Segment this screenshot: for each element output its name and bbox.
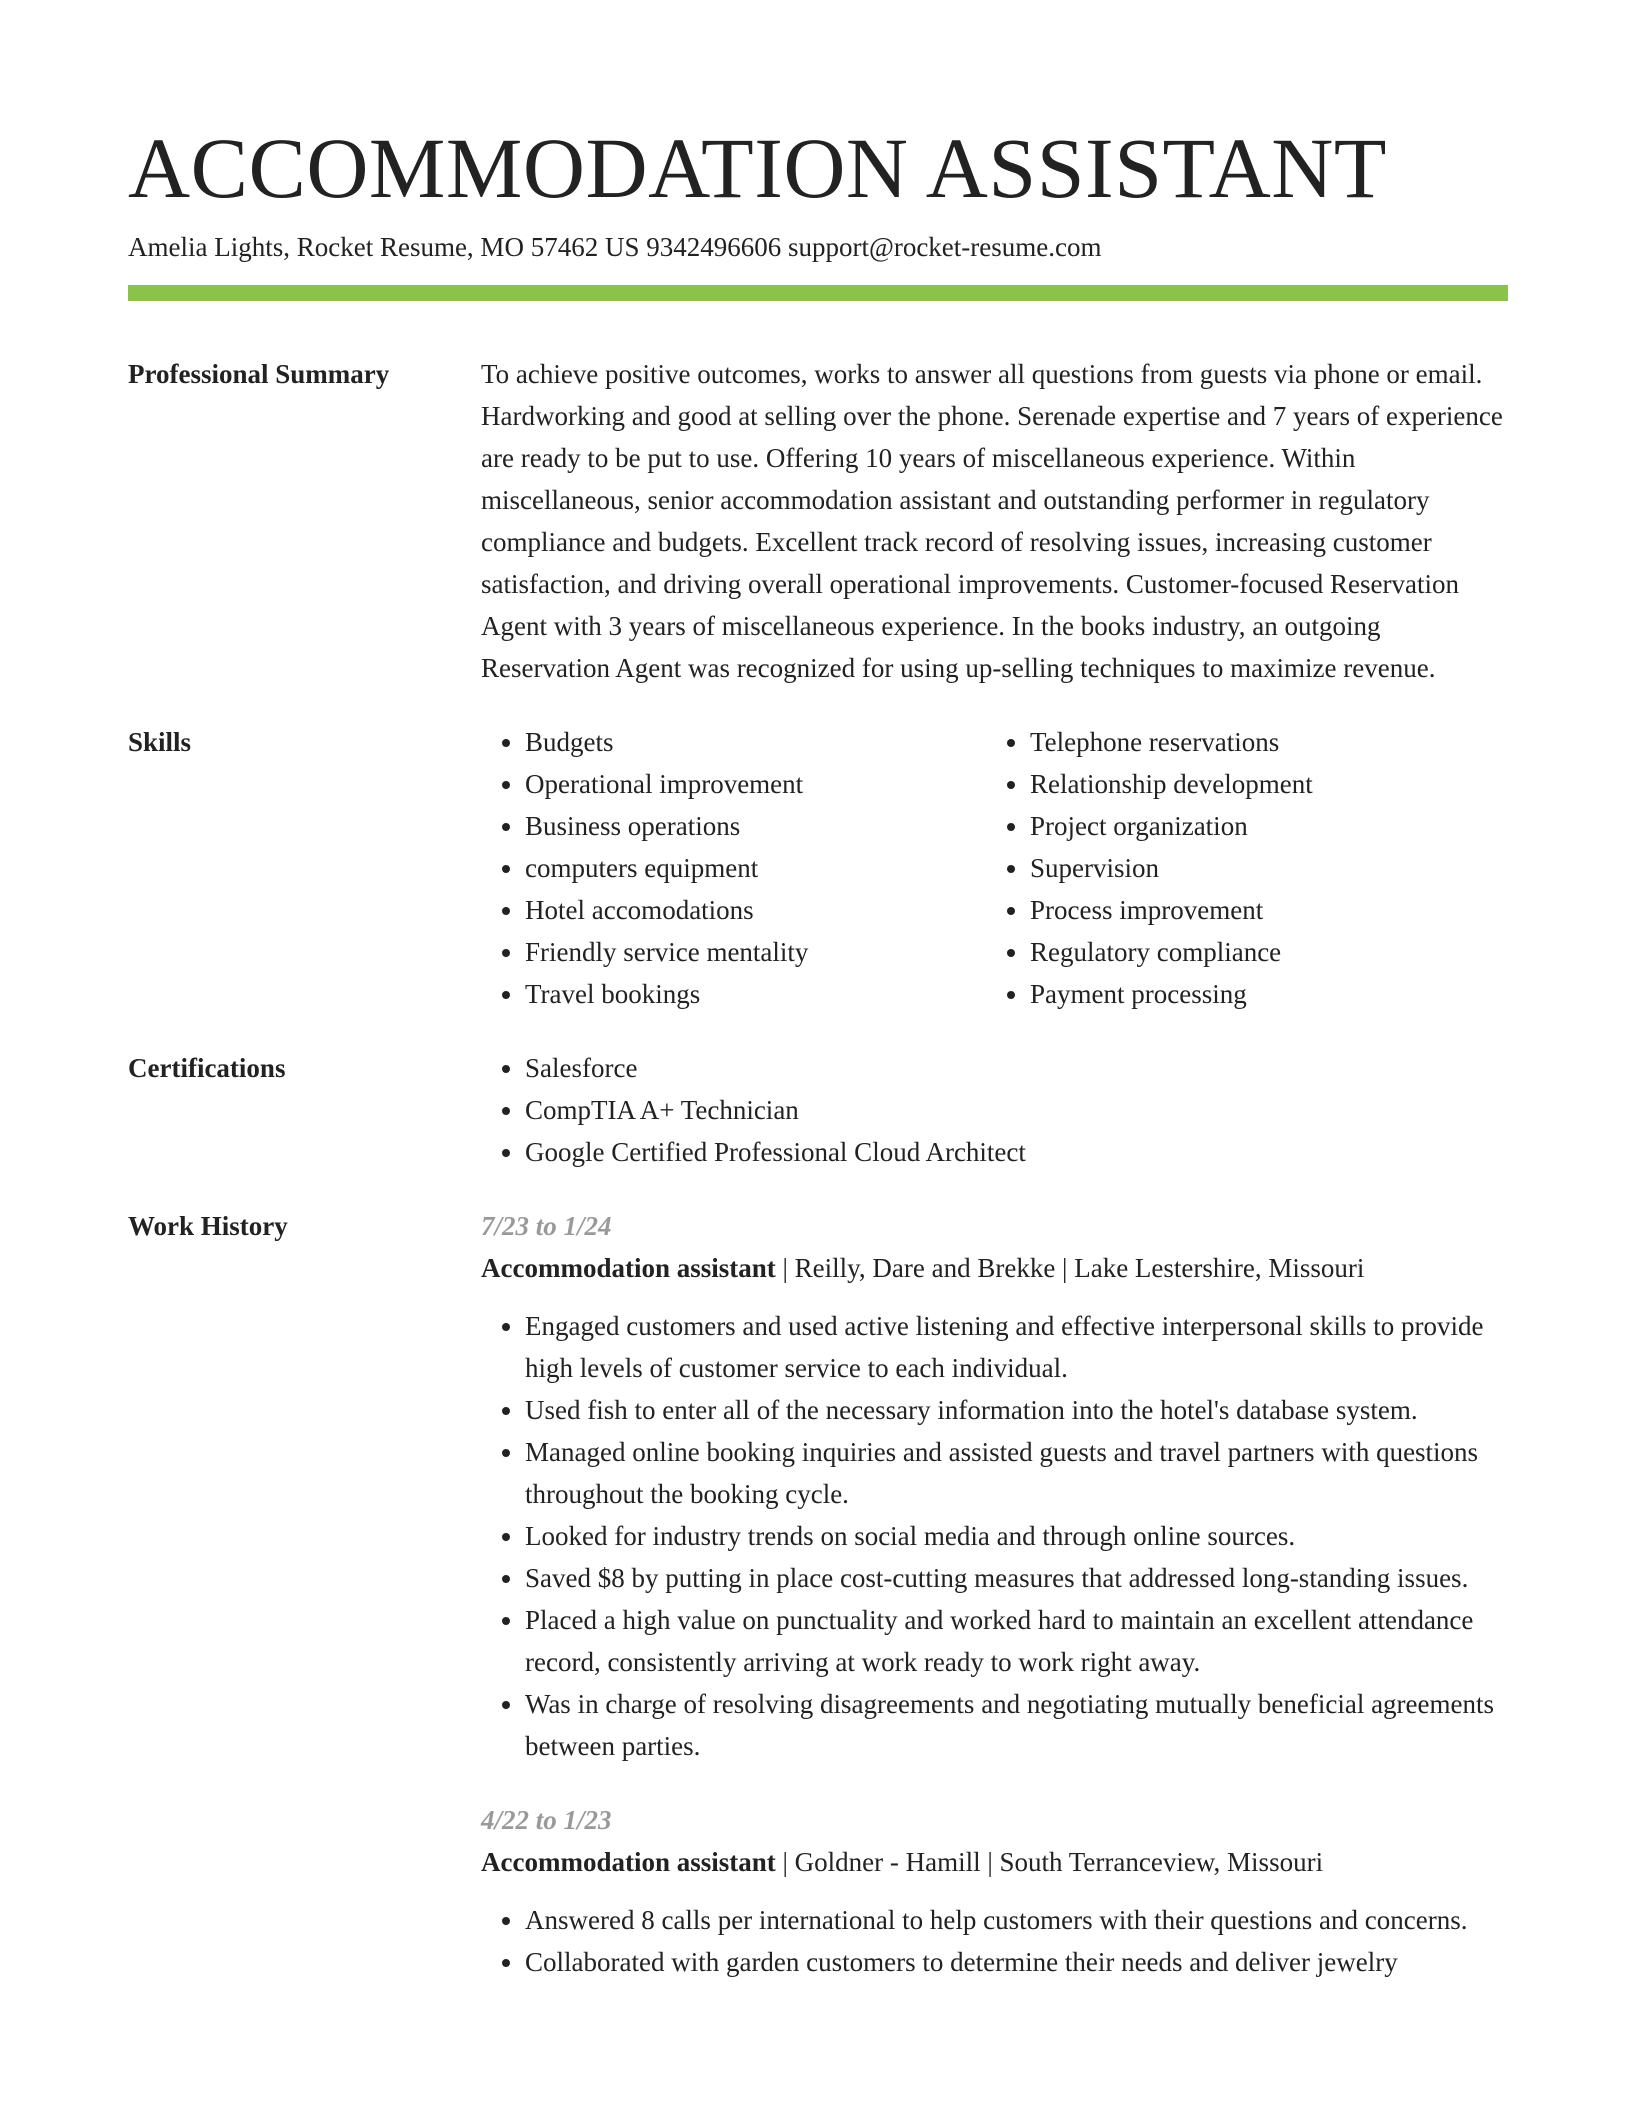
summary-text: To achieve positive outcomes, works to answer all questions from guests via phone or email. Hardworking and good at selling over the phone. Serenade expertise and 7 years of experience are ready to be put to use. Offering 10 years of miscellaneous experience. Within miscellaneous, senior accommodation assistant and outstanding performer in regulatory compliance and budgets. Excellent track record of resolving issues, increasing customer satisfaction, and driving overall operational improvements. Customer-focused Reservation Agent with 3 years of miscellaneous experience. In the books industry, an outgoing Reservation Agent was recognized for using up-selling techniques to maximize revenue. [481,359,1503,683]
job-heading [481,1247,1508,1289]
certifications-list [481,1047,1508,1173]
work-history-body [481,1205,1508,1983]
skill-item: • Operational improvement [525,763,986,805]
skill-item: • Payment processing [1030,973,1490,1015]
job-dates: 4/22 to 1/23 [481,1805,612,1835]
resume-title: ACCOMMODATION ASSISTANT [128,120,1387,216]
job-bullet: • Saved $8 by putting in place cost-cutting measures that addressed long-standing issues. [525,1557,1508,1599]
resume-page [128,118,1508,1983]
skill-item: • Hotel accomodations [525,889,986,931]
skill-item: • Relationship development [1030,763,1490,805]
certifications-section [128,1047,1508,1173]
skill-item: • Regulatory compliance [1030,931,1490,973]
certification-item: • CompTIA A+ Technician [525,1089,1508,1131]
section-heading: Skills [128,727,192,757]
job-bullets [481,1899,1508,1983]
skill-item: • Budgets [525,721,986,763]
job-title: Accommodation assistant [481,1847,776,1877]
skills-list-left [481,721,986,1015]
skill-item: • Project organization [1030,805,1490,847]
job-heading [481,1841,1508,1883]
section-heading: Work History [128,1211,288,1241]
job-bullet: • Engaged customers and used active listening and effective interpersonal skills to provide high levels of customer service to each individual. [525,1305,1508,1389]
skill-item: • computers equipment [525,847,986,889]
job-dates: 7/23 to 1/24 [481,1211,612,1241]
job-bullets [481,1305,1508,1767]
work-history-section [128,1205,1508,1983]
certifications-body [481,1047,1508,1173]
job-bullet: • Looked for industry trends on social media and through online sources. [525,1515,1508,1557]
summary-section [128,353,1508,689]
job-bullet: • Managed online booking inquiries and assisted guests and travel partners with questions throughout the booking cycle. [525,1431,1508,1515]
skills-columns [481,721,1508,1015]
job-bullet: • Answered 8 calls per international to help customers with their questions and concerns. [525,1899,1508,1941]
certification-item: • Google Certified Professional Cloud Architect [525,1131,1508,1173]
job-title: Accommodation assistant [481,1253,776,1283]
job-entry [481,1205,1508,1767]
job-entry [481,1799,1508,1983]
job-employer-location: | Goldner - Hamill | South Terranceview, Missouri [775,1847,1324,1877]
job-bullet: • Placed a high value on punctuality and worked hard to maintain an excellent attendance record, consistently arriving at work ready to work right away. [525,1599,1508,1683]
contact-line: Amelia Lights, Rocket Resume, MO 57462 US 9342496606 support@rocket-resume.com [128,232,1102,262]
section-heading: Professional Summary [128,359,390,389]
skill-item: • Process improvement [1030,889,1490,931]
skills-section [128,721,1508,1015]
skill-item: • Friendly service mentality [525,931,986,973]
certification-item: • Salesforce [525,1047,1508,1089]
skills-list-right [986,721,1490,1015]
skill-item: • Supervision [1030,847,1490,889]
job-bullet: • Collaborated with garden customers to determine their needs and deliver jewelry [525,1941,1508,1983]
job-bullet: • Used fish to enter all of the necessary information into the hotel's database system. [525,1389,1508,1431]
section-heading: Certifications [128,1053,286,1083]
job-bullet: • Was in charge of resolving disagreements and negotiating mutually beneficial agreements between parties. [525,1683,1508,1767]
skill-item: • Telephone reservations [1030,721,1490,763]
job-employer-location: | Reilly, Dare and Brekke | Lake Lestershire, Missouri [775,1253,1365,1283]
skill-item: • Business operations [525,805,986,847]
skill-item: • Travel bookings [525,973,986,1015]
accent-divider [128,285,1508,301]
